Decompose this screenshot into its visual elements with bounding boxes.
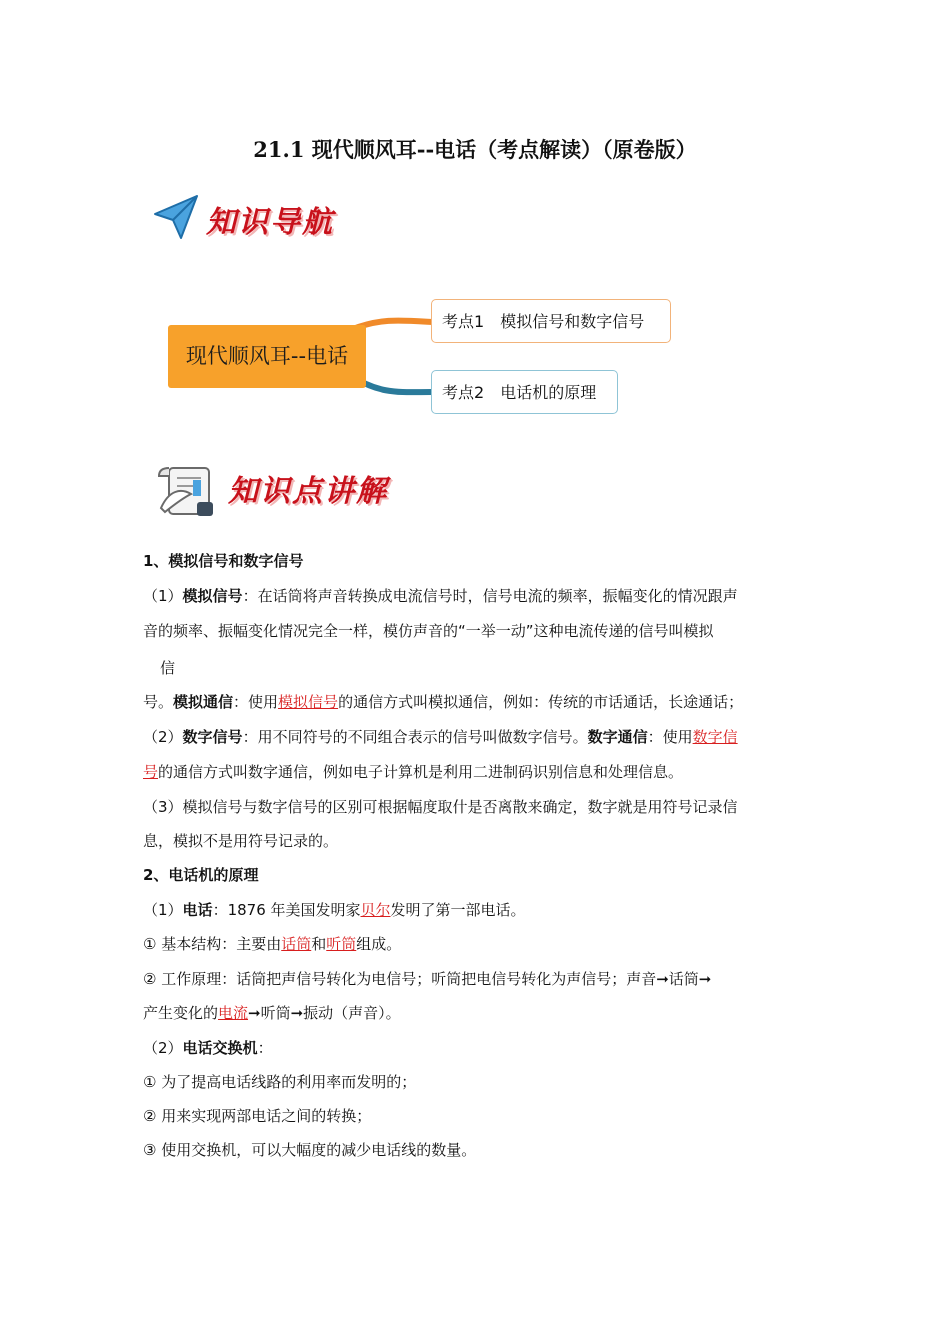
list-item-1: ① 为了提高电话线路的利用率而发明的； [143, 1073, 417, 1091]
text: （2） [143, 728, 183, 746]
mindmap-center-node: 现代顺风耳--电话 [168, 325, 366, 388]
text: 号。 [143, 693, 174, 711]
text: （1） [143, 587, 183, 605]
term-switchboard: 电话交换机 [182, 1039, 258, 1057]
paragraph-1-line-3: 信 [160, 659, 176, 677]
paragraph-1-line-1 [143, 586, 738, 606]
banner-knowledge-explain: 知识点讲解 [228, 474, 388, 509]
text: ① 基本结构：主要由 [143, 935, 282, 953]
node-2-text: 电话机的原理 [500, 383, 597, 402]
list-item-3: ③ 使用交换机，可以大幅度的减少电话线的数量。 [143, 1141, 477, 1159]
paragraph-6-line-1: ② 工作原理：话筒把声信号转化为电信号；听筒把电信号转化为声信号；声音➞话筒➞ [143, 970, 712, 988]
text: ➞听筒➞振动（声音）。 [248, 1004, 401, 1022]
text: ：在话筒将声音转换成电流信号时，信号电流的频率，振幅变化的情况跟声 [242, 587, 738, 605]
banner-knowledge-nav: 知识导航 [206, 205, 334, 240]
paragraph-7 [143, 1038, 273, 1058]
text: 的通信方式叫模拟通信，例如：传统的市话通话，长途通话； [338, 693, 744, 711]
text: ：使用 [233, 693, 279, 711]
term-telephone: 电话 [182, 901, 213, 919]
highlight-analog-signal: 模拟信号 [278, 693, 339, 711]
term-digital-signal: 数字信号 [182, 728, 243, 746]
list-item-2: ② 用来实现两部电话之间的转换； [143, 1107, 372, 1125]
text: （2） [143, 1039, 183, 1057]
paper-plane-icon [153, 194, 199, 240]
paragraph-6-line-2 [143, 1003, 401, 1023]
text: 组成。 [356, 935, 402, 953]
section-heading-1: 1、模拟信号和数字信号 [143, 552, 304, 570]
page-title: 21.1 现代顺风耳--电话（考点解读）（原卷版） [253, 137, 697, 162]
text: （1） [143, 901, 183, 919]
text: 发明了第一部电话。 [390, 901, 526, 919]
paragraph-1-line-2: 音的频率、振幅变化情况完全一样，模仿声音的“一举一动”这种电流传递的信号叫模拟 [143, 622, 714, 640]
term-digital-comm: 数字通信 [587, 728, 648, 746]
paragraph-4 [143, 900, 526, 920]
text: 的通信方式叫数字通信，例如电子计算机是利用二进制码识别信息和处理信息。 [158, 763, 684, 781]
term-analog-signal: 模拟信号 [182, 587, 243, 605]
section-heading-2: 2、电话机的原理 [143, 866, 259, 884]
paragraph-2-line-1 [143, 727, 738, 747]
scroll-quill-icon [155, 460, 221, 522]
node-1-text: 模拟信号和数字信号 [500, 312, 645, 331]
paragraph-2-line-2 [143, 762, 683, 782]
mindmap-node-1 [431, 299, 671, 343]
highlight-digital-signal: 数字信 [692, 728, 738, 746]
paragraph-5 [143, 934, 401, 954]
highlight-bell: 贝尔 [360, 901, 391, 919]
text: ：使用 [647, 728, 693, 746]
text: ：1876 年美国发明家 [212, 901, 361, 919]
mindmap-node-2 [431, 370, 618, 414]
highlight-digital-signal-end: 号 [143, 763, 159, 781]
highlight-receiver: 听筒 [326, 935, 357, 953]
paragraph-3-line-2: 息，模拟不是用符号记录的。 [143, 832, 339, 850]
text: 产生变化的 [143, 1004, 219, 1022]
highlight-microphone: 话筒 [281, 935, 312, 953]
text: 和 [311, 935, 327, 953]
node-2-label: 考点2 [442, 383, 485, 402]
text: ： [257, 1039, 273, 1057]
paragraph-3-line-1: （3）模拟信号与数字信号的区别可根据幅度取什是否离散来确定，数字就是用符号记录信 [143, 798, 738, 816]
text: ：用不同符号的不同组合表示的信号叫做数字信号。 [242, 728, 588, 746]
term-analog-comm: 模拟通信 [173, 693, 234, 711]
highlight-current: 电流 [218, 1004, 249, 1022]
node-1-label: 考点1 [442, 312, 485, 331]
paragraph-1-line-4 [143, 692, 743, 712]
